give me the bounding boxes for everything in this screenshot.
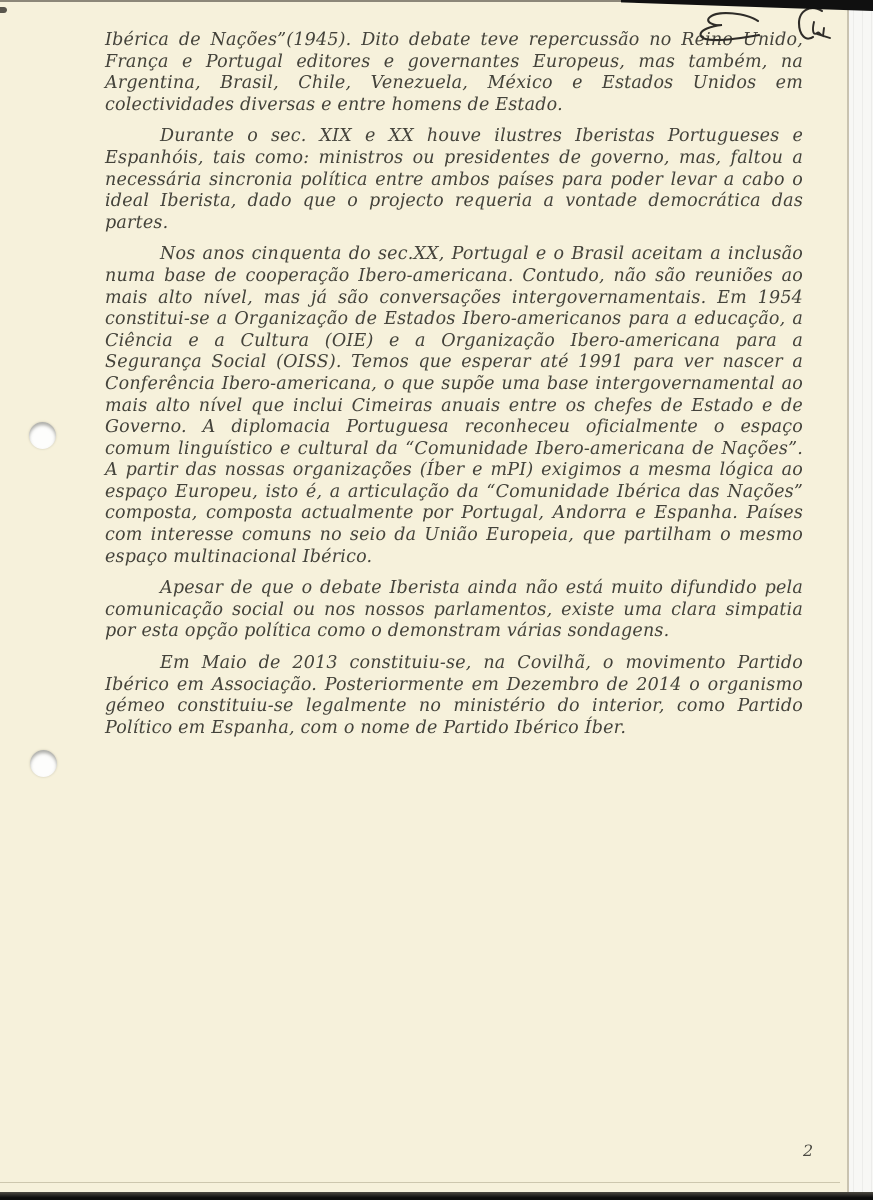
- handwritten-flourish-icon: [680, 8, 762, 48]
- paragraph-1: Ibérica de Nações”(1945). Dito debate teve repercussão no Reino Unido, França e Portugal editores e governantes Europeus, mas também, na Argentina, Brasil, Chile, Venezuela, México e Estados Unidos em colectividades diversas e entre homens de Estado.: [105, 30, 803, 115]
- paper-edge-crease: [0, 1182, 840, 1183]
- handwritten-initials-icon: [790, 4, 836, 46]
- page-number: 2: [803, 1141, 814, 1160]
- paragraph-2: Durante o sec. XIX e XX houve ilustres Iberistas Portugueses e Espanhóis, tais como: ministros ou presidentes de governo, mas, faltou a necessária sincronia política entre ambos países para poder levar a cabo o ideal Iberista, dado que o projecto requeria a vontade democrática das partes.: [105, 126, 803, 233]
- punch-hole-top: [29, 422, 56, 449]
- punch-hole-bottom: [30, 750, 57, 777]
- paragraph-4: Apesar de que o debate Iberista ainda não está muito difundido pela comunicação social ou nos nossos parlamentos, existe uma clara simpatia por esta opção política como o demonstram várias sondagens.: [105, 578, 803, 642]
- document-body: [105, 30, 803, 739]
- scan-artifact-top-left-mark: [0, 7, 7, 13]
- scan-artifact-bottom-band: [0, 1192, 873, 1200]
- paragraph-5: Em Maio de 2013 constituiu-se, na Covilhã, o movimento Partido Ibérico em Associação. Posteriormente em Dezembro de 2014 o organismo gémeo constituiu-se legalmente no ministério do interior, como Partido Político em Espanha, com o nome de Partido Ibérico Íber.: [105, 653, 803, 738]
- scanner-background-strip: [847, 0, 873, 1200]
- paragraph-3: Nos anos cinquenta do sec.XX, Portugal e o Brasil aceitam a inclusão numa base de cooperação Ibero-americana. Contudo, não são reuniões ao mais alto nível, mas já são conversações intergovernamentais. Em 1954 constitui-se a Organização de Estados Ibero-americanos para a educação, a Ciência e a Cultura (OIE) e a Organização Ibero-americana para a Segurança Social (OISS). Temos que esperar até 1991 para ver nascer a Conferência Ibero-americana, o que supõe uma base intergovernamental ao mais alto nível que inclui Cimeiras anuais entre os chefes de Estado e de Governo. A diplomacia Portuguesa reconheceu oficialmente o espaço comum linguístico e cultural da “Comunidade Ibero-americana de Nações”. A partir das nossas organizações (Íber e mPI) exigimos a mesma lógica ao espaço Europeu, isto é, a articulação da “Comunidade Ibérica das Nações” composta, composta actualmente por Portugal, Andorra e Espanha. Países com interesse comuns no seio da União Europeia, que partilham o mesmo espaço multinacional Ibérico.: [105, 244, 803, 567]
